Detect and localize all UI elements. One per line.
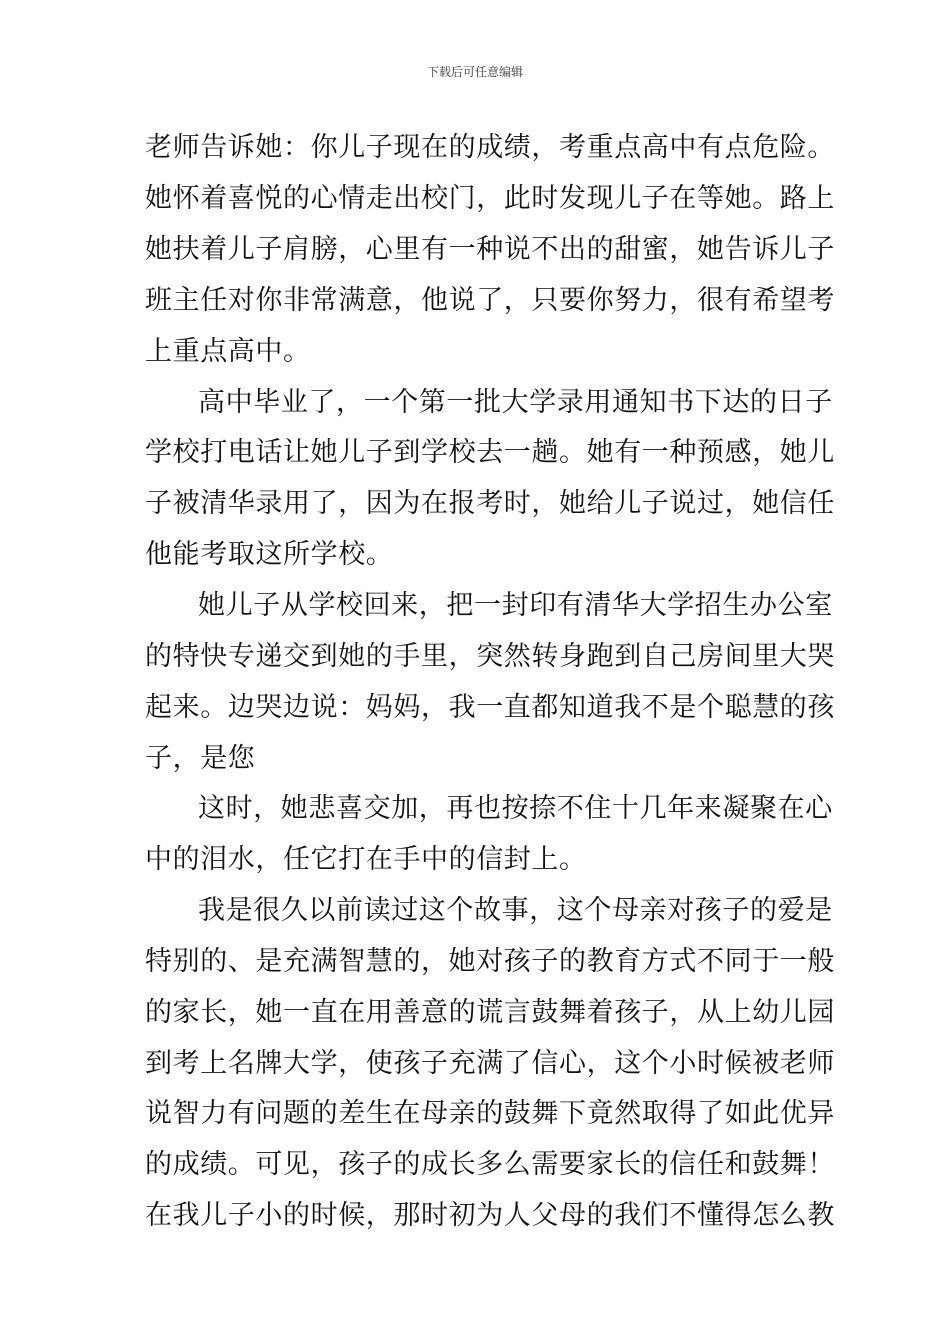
text-line: 班主任对你非常满意，他说了，只要你努力，很有希望考 (145, 285, 835, 316)
page-header: 下载后可任意编辑 (426, 65, 523, 79)
text-line: 子，是您 (145, 743, 256, 774)
text-line: 的成绩。可见，孩子的成长多么需要家长的信任和鼓舞！ (145, 1149, 835, 1180)
text-line: 说智力有问题的差生在母亲的鼓舞下竟然取得了如此优异 (145, 1098, 835, 1129)
paragraph-first-line: 这时，她悲喜交加，再也按捺不住十几年来凝聚在心 (198, 793, 833, 824)
text-line: 中的泪水，任它打在手中的信封上。 (145, 844, 587, 875)
text-line: 在我儿子小的时候，那时初为人父母的我们不懂得怎么教 (145, 1200, 835, 1231)
text-line: 子被清华录用了，因为在报考时，她给儿子说过，她信任 (145, 488, 835, 519)
text-line: 她怀着喜悦的心情走出校门，此时发现儿子在等她。路上 (145, 183, 835, 214)
text-line: 学校打电话让她儿子到学校去一趟。她有一种预感，她儿 (145, 437, 835, 468)
paragraph-first-line: 我是很久以前读过这个故事，这个母亲对孩子的爱是 (198, 895, 833, 926)
text-line: 老师告诉她：你儿子现在的成绩，考重点高中有点危险。 (145, 132, 835, 163)
paragraph-first-line: 她儿子从学校回来，把一封印有清华大学招生办公室 (198, 590, 833, 621)
text-line: 他能考取这所学校。 (145, 539, 394, 570)
text-line: 上重点高中。 (145, 336, 311, 367)
text-line: 的特快专递交到她的手里，突然转身跑到自己房间里大哭 (145, 641, 835, 672)
text-line: 起来。边哭边说：妈妈，我一直都知道我不是个聪慧的孩 (145, 692, 835, 723)
paragraph-first-line: 高中毕业了，一个第一批大学录用通知书下达的日子 (198, 387, 833, 418)
text-line: 的家长，她一直在用善意的谎言鼓舞着孩子，从上幼儿园 (145, 997, 835, 1028)
text-line: 特别的、是充满智慧的，她对孩子的教育方式不同于一般 (145, 946, 835, 977)
text-line: 到考上名牌大学，使孩子充满了信心，这个小时候被老师 (145, 1048, 835, 1079)
text-line: 她扶着儿子肩膀，心里有一种说不出的甜蜜，她告诉儿子 (145, 234, 835, 265)
